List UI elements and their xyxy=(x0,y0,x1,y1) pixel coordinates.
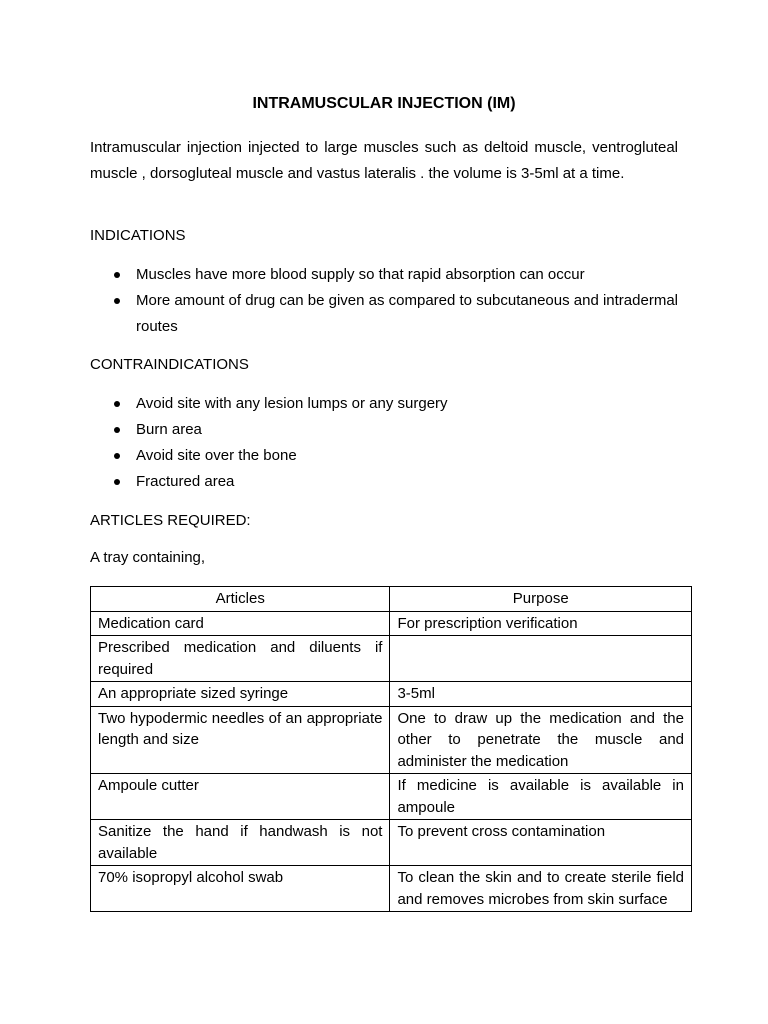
list-item: Muscles have more blood supply so that rapid absorption can occur xyxy=(90,262,678,288)
list-item: Avoid site with any lesion lumps or any surgery xyxy=(90,391,678,417)
indications-list xyxy=(90,262,678,340)
table-cell-purpose: One to draw up the medication and the other to penetrate the muscle and administer the medication xyxy=(390,706,692,774)
table-row xyxy=(91,820,692,866)
list-item: Avoid site over the bone xyxy=(90,443,678,469)
indications-heading: INDICATIONS xyxy=(90,227,186,244)
table-cell-article: Medication card xyxy=(91,611,390,636)
table-cell-article: An appropriate sized syringe xyxy=(91,682,390,707)
table-row xyxy=(91,774,692,820)
contraindications-list xyxy=(90,391,678,495)
contraindications-heading: CONTRAINDICATIONS xyxy=(90,356,249,373)
table-cell-article: Ampoule cutter xyxy=(91,774,390,820)
column-header-articles: Articles xyxy=(91,587,390,612)
table-cell-purpose: For prescription verification xyxy=(390,611,692,636)
articles-table xyxy=(90,586,692,912)
table-cell-purpose: 3-5ml xyxy=(390,682,692,707)
table-cell-article: Prescribed medication and diluents if required xyxy=(91,636,390,682)
table-row xyxy=(91,682,692,707)
articles-heading: ARTICLES REQUIRED: xyxy=(90,512,251,529)
table-row xyxy=(91,706,692,774)
table-cell-purpose: To prevent cross contamination xyxy=(390,820,692,866)
list-item: More amount of drug can be given as compared to subcutaneous and intradermal routes xyxy=(90,288,678,340)
tray-text: A tray containing, xyxy=(90,549,206,566)
table-row xyxy=(91,611,692,636)
page-title: INTRAMUSCULAR INJECTION (IM) xyxy=(252,95,516,112)
table-cell-purpose xyxy=(390,636,692,682)
table-cell-article: 70% isopropyl alcohol swab xyxy=(91,866,390,912)
table-row xyxy=(91,866,692,912)
table-cell-article: Two hypodermic needles of an appropriate length and size xyxy=(91,706,390,774)
table-header-row xyxy=(91,587,692,612)
list-item: Fractured area xyxy=(90,469,678,495)
table-row xyxy=(91,636,692,682)
table-cell-purpose: If medicine is available is available in ampoule xyxy=(390,774,692,820)
list-item: Burn area xyxy=(90,417,678,443)
intro-paragraph: Intramuscular injection injected to large muscles such as deltoid muscle, ventrogluteal muscle , dorsogluteal muscle and vastus lateralis . the volume is 3-5ml at a time. xyxy=(90,139,678,182)
table-cell-article: Sanitize the hand if handwash is not available xyxy=(91,820,390,866)
table-cell-purpose: To clean the skin and to create sterile field and removes microbes from skin surface xyxy=(390,866,692,912)
column-header-purpose: Purpose xyxy=(390,587,692,612)
